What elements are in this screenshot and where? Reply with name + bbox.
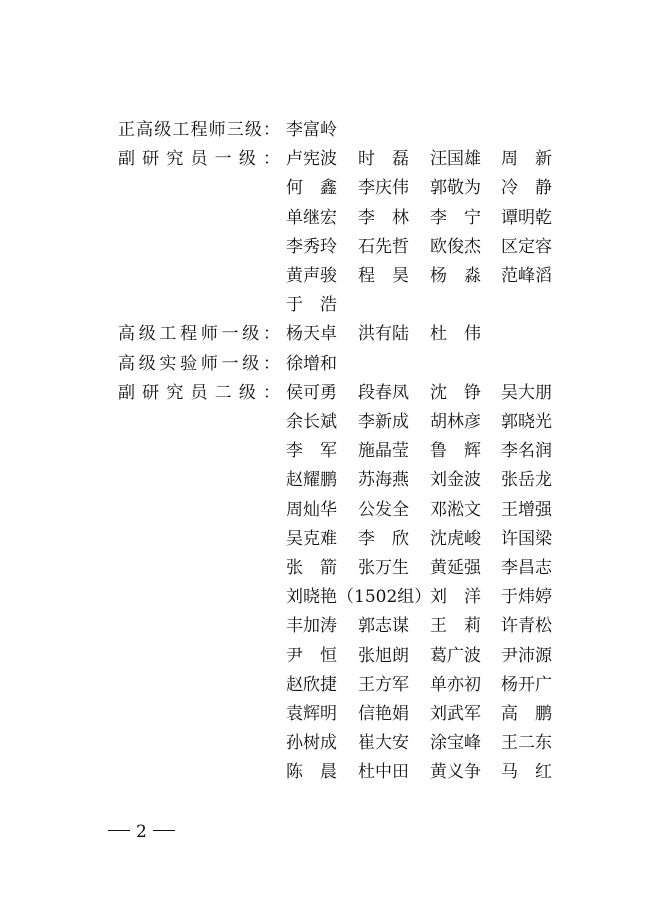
person-name: 李庆伟 — [358, 178, 409, 199]
person-name: 杨开广 — [501, 674, 552, 695]
person-name: 单继宏 — [286, 207, 337, 228]
person-name: 施晶莹 — [358, 441, 409, 462]
person-name: 刘武军 — [430, 704, 481, 724]
person-name: 沈虎峻 — [430, 528, 481, 549]
person-name: 许青松 — [501, 616, 552, 637]
list-row — [0, 757, 650, 787]
person-name: 尹 恒 — [286, 645, 337, 666]
person-name: 吴克难 — [286, 528, 337, 549]
person-name: 许国梁 — [501, 528, 552, 549]
person-name: 信艳娟 — [358, 704, 409, 724]
person-name: 张 箭 — [286, 558, 337, 578]
person-name: 崔大安 — [358, 733, 409, 754]
rank-label: 副研究员一级： — [118, 149, 280, 170]
footer-dash-right — [153, 830, 175, 831]
person-name: 李秀玲 — [286, 236, 337, 257]
list-row — [0, 436, 650, 466]
list-row — [0, 699, 650, 729]
list-row — [0, 319, 650, 349]
person-name: 刘 洋 — [430, 587, 481, 608]
person-name: 杨天卓 — [286, 324, 337, 345]
person-name: 郭晓光 — [501, 412, 552, 432]
person-name: 郭敬为 — [430, 178, 481, 199]
person-name: 区定容 — [501, 236, 552, 257]
list-row — [0, 582, 650, 612]
person-name: 卢宪波 — [286, 149, 337, 170]
rank-label: 高级实验师一级： — [118, 353, 280, 374]
list-row — [0, 232, 650, 262]
person-name: 程 昊 — [358, 266, 409, 286]
person-name: 余长斌 — [286, 412, 337, 432]
rank-label: 副研究员二级： — [118, 382, 280, 403]
person-name: 汪国雄 — [430, 149, 481, 170]
person-name: 时 磊 — [358, 149, 409, 170]
person-name: 刘晓艳（1502组） — [286, 587, 432, 608]
person-name: 杨 淼 — [430, 266, 481, 286]
person-name: 刘金波 — [430, 470, 481, 491]
person-name: 李 宁 — [430, 207, 481, 228]
list-row — [0, 173, 650, 203]
person-name: 侯可勇 — [286, 382, 337, 403]
person-name: 丰加涛 — [286, 616, 337, 637]
person-name: 何 鑫 — [286, 178, 337, 199]
person-name: 杜中田 — [358, 762, 409, 783]
list-row — [0, 407, 650, 437]
person-name: 李富岭 — [286, 120, 337, 140]
person-name: 谭明乾 — [501, 207, 552, 228]
list-row — [0, 115, 650, 145]
list-row — [0, 728, 650, 758]
person-name: 王 莉 — [430, 616, 481, 637]
page-number: 2 — [136, 822, 147, 842]
person-name: 欧俊杰 — [430, 236, 481, 257]
person-name: 胡林彦 — [430, 412, 481, 432]
person-name: 马 红 — [501, 762, 552, 783]
person-name: 周灿华 — [286, 499, 337, 520]
person-name: 周 新 — [501, 149, 552, 170]
person-name: 张旭朗 — [358, 645, 409, 666]
person-name: 李 欣 — [358, 528, 409, 549]
list-row — [0, 261, 650, 291]
person-name: 王二东 — [501, 733, 552, 754]
person-name: 李 军 — [286, 441, 337, 462]
rank-label: 高级工程师一级： — [118, 324, 280, 345]
person-name: 李 林 — [358, 207, 409, 228]
person-name: 张岳龙 — [501, 470, 552, 491]
list-row — [0, 524, 650, 554]
list-row — [0, 203, 650, 233]
person-name: 黄延强 — [430, 558, 481, 578]
list-row — [0, 378, 650, 408]
person-name: 孙树成 — [286, 733, 337, 754]
person-name: 公发全 — [358, 499, 409, 520]
person-name: 鲁 辉 — [430, 441, 481, 462]
person-name: 沈 铮 — [430, 382, 481, 403]
person-name: 涂宝峰 — [430, 733, 481, 754]
person-name: 李名润 — [501, 441, 552, 462]
list-row — [0, 290, 650, 320]
person-name: 李昌志 — [501, 558, 552, 578]
list-row — [0, 349, 650, 379]
person-name: 吴大朋 — [501, 382, 552, 403]
page-footer — [108, 818, 175, 846]
footer-dash-left — [108, 830, 130, 831]
person-name: 冷 静 — [501, 178, 552, 199]
person-name: 石先哲 — [358, 236, 409, 257]
person-name: 洪有陆 — [358, 324, 409, 345]
list-row — [0, 641, 650, 671]
person-name: 张万生 — [358, 558, 409, 578]
person-name: 于炜婷 — [501, 587, 552, 608]
list-row — [0, 144, 650, 174]
person-name: 郭志谋 — [358, 616, 409, 637]
list-row — [0, 611, 650, 641]
person-name: 尹沛源 — [501, 645, 552, 666]
list-row — [0, 670, 650, 700]
person-name: 范峰滔 — [501, 266, 552, 286]
person-name: 袁辉明 — [286, 704, 337, 724]
person-name: 赵耀鹏 — [286, 470, 337, 491]
rank-label: 正高级工程师三级： — [118, 120, 280, 140]
person-name: 葛广波 — [430, 645, 481, 666]
person-name: 黄义争 — [430, 762, 481, 783]
person-name: 赵欣捷 — [286, 674, 337, 695]
person-name: 于 浩 — [286, 295, 337, 316]
list-row — [0, 553, 650, 583]
person-name: 苏海燕 — [358, 470, 409, 491]
person-name: 李新成 — [358, 412, 409, 432]
person-name: 徐增和 — [286, 353, 337, 374]
person-name: 单亦初 — [430, 674, 481, 695]
person-name: 杜 伟 — [430, 324, 481, 345]
person-name: 邓淞文 — [430, 499, 481, 520]
person-name: 王增强 — [501, 499, 552, 520]
person-name: 黄声骏 — [286, 266, 337, 286]
person-name: 陈 晨 — [286, 762, 337, 783]
list-row — [0, 495, 650, 525]
person-name: 王方军 — [358, 674, 409, 695]
person-name: 段春凤 — [358, 382, 409, 403]
person-name: 高 鹏 — [501, 704, 552, 724]
list-row — [0, 465, 650, 495]
